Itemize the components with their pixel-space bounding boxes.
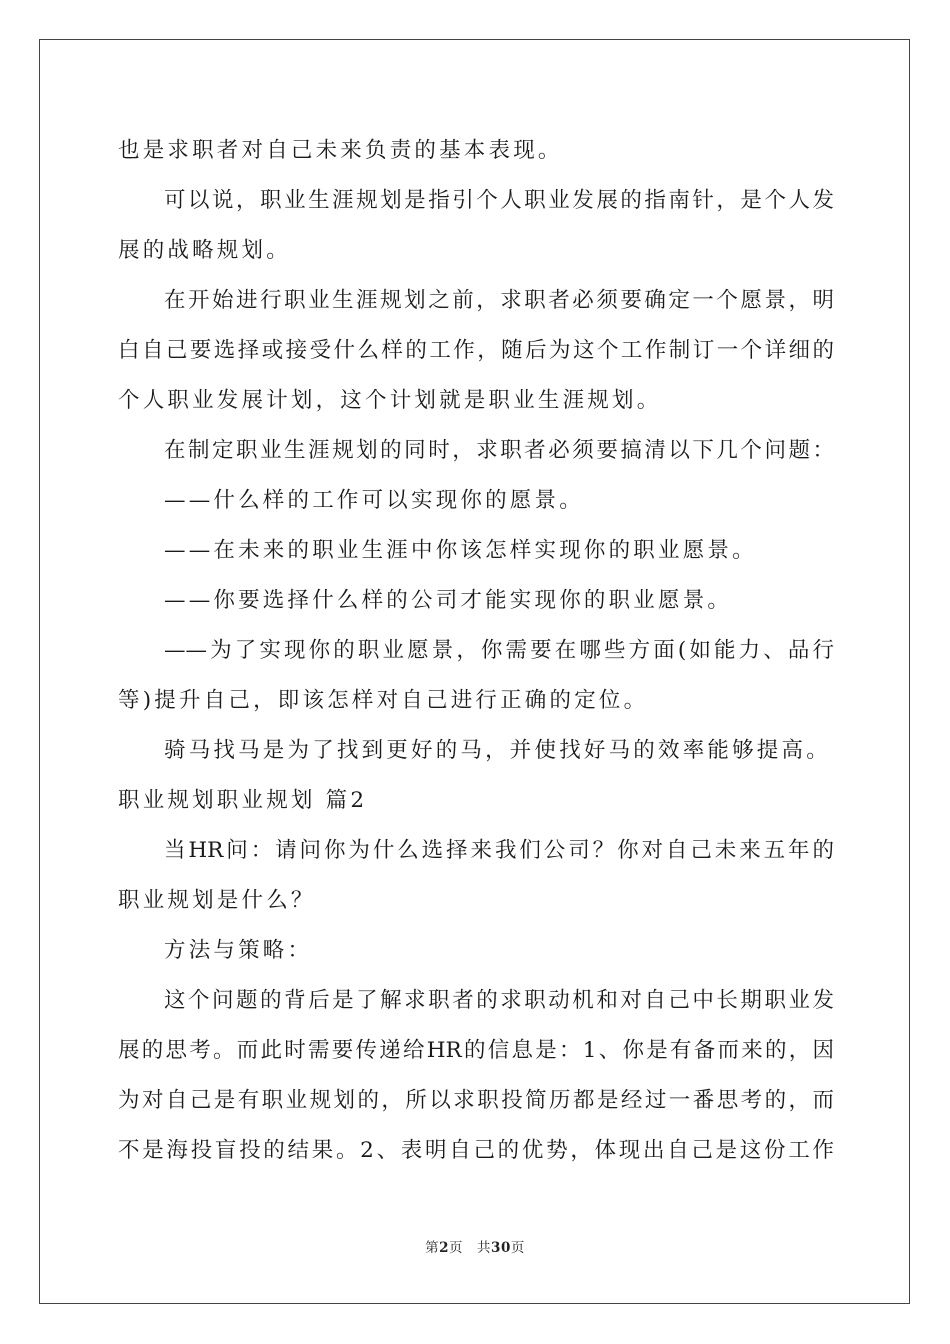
document-body <box>118 126 834 1176</box>
footer-suffix: 页 <box>510 1240 525 1256</box>
text-line: 在制定职业生涯规划的同时，求职者必须要搞清以下几个问题： <box>164 438 834 463</box>
text-line: 也是求职者对自己未来负责的基本表现。 <box>118 138 563 163</box>
text-line: 在开始进行职业生涯规划之前，求职者必须要确定一个愿景，明 <box>164 288 834 313</box>
text-line: 方法与策略： <box>164 938 313 963</box>
text-line: 职业规划是什么？ <box>118 888 316 913</box>
text-line: 展的战略规划。 <box>118 238 291 263</box>
total-page-number: 30 <box>491 1240 511 1256</box>
text-line: ——在未来的职业生涯中你该怎样实现你的职业愿景。 <box>164 538 757 563</box>
text-line: 白自己要选择或接受什么样的工作，随后为这个工作制订一个详细的 <box>118 338 834 363</box>
footer-prefix: 第 <box>425 1240 440 1256</box>
text-line: 展的思考。而此时需要传递给HR的信息是：1、你是有备而来的，因 <box>118 1038 834 1063</box>
text-line: 这个问题的背后是了解求职者的求职动机和对自己中长期职业发 <box>164 988 834 1013</box>
section-heading: 职业规划职业规划 篇2 <box>118 788 368 813</box>
page-footer <box>0 1236 950 1256</box>
current-page-number: 2 <box>439 1240 450 1256</box>
text-line: 为对自己是有职业规划的，所以求职投简历都是经过一番思考的，而 <box>118 1088 834 1113</box>
text-line: 可以说，职业生涯规划是指引个人职业发展的指南针，是个人发 <box>164 188 834 213</box>
text-line: 骑马找马是为了找到更好的马，并使找好马的效率能够提高。 <box>164 738 831 763</box>
text-line: ——为了实现你的职业愿景，你需要在哪些方面(如能力、品行 <box>164 638 834 663</box>
text-line: 个人职业发展计划，这个计划就是职业生涯规划。 <box>118 388 662 413</box>
text-line: ——你要选择什么样的公司才能实现你的职业愿景。 <box>164 588 733 613</box>
text-line: 不是海投盲投的结果。2、表明自己的优势，体现出自己是这份工作 <box>118 1138 834 1163</box>
text-line: ——什么样的工作可以实现你的愿景。 <box>164 488 584 513</box>
footer-mid: 页 共 <box>449 1240 492 1256</box>
text-line: 当HR问：请问你为什么选择来我们公司？你对自己未来五年的 <box>164 838 834 863</box>
text-line: 等)提升自己，即该怎样对自己进行正确的定位。 <box>118 688 649 713</box>
